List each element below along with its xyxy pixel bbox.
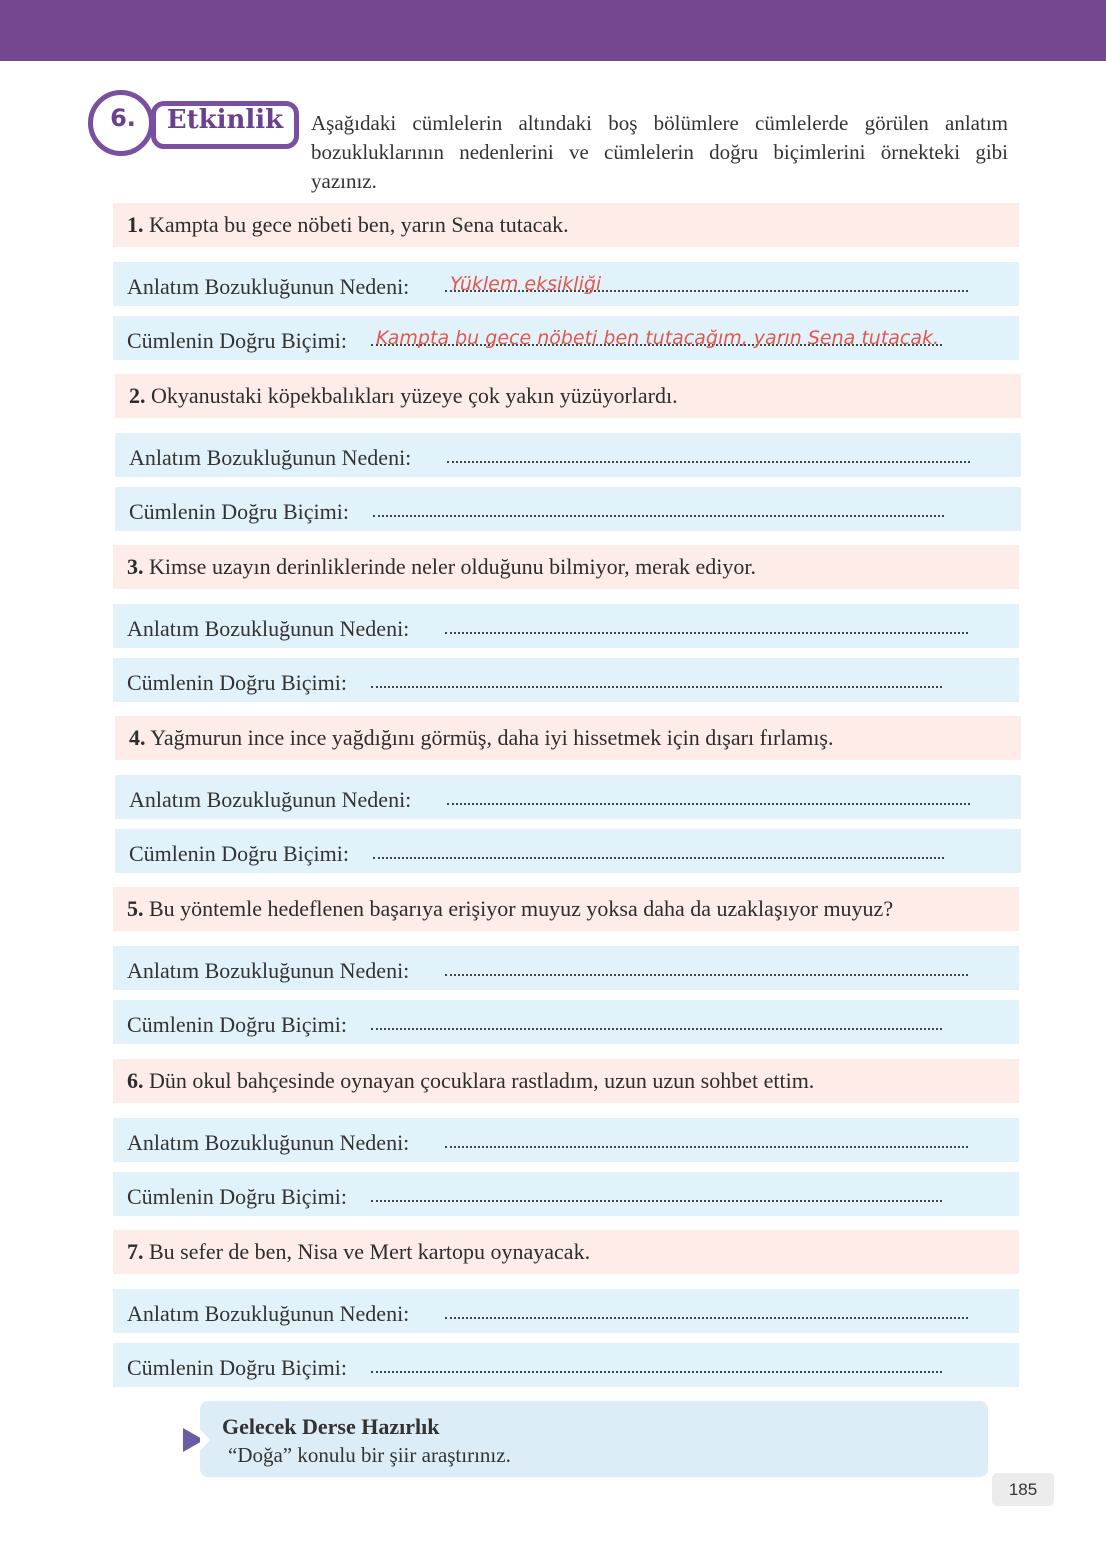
reason-answer-line[interactable] [445,632,968,634]
sentence-text: Dün okul bahçesinde oynayan çocuklara rastladım, uzun uzun sohbet ettim. [149,1068,815,1093]
reason-label: Anlatım Bozukluğunun Nedeni: [127,274,410,299]
correct-form-label: Cümlenin Doğru Biçimi: [129,499,349,524]
reason-row [113,1118,1019,1162]
correct-form-row [113,1343,1019,1387]
reason-label: Anlatım Bozukluğunun Nedeni: [129,445,412,470]
sentence-text: Kimse uzayın derinliklerinde neler olduğunu bilmiyor, merak ediyor. [149,554,757,579]
sentence-number: 3. [127,554,144,579]
preparation-title: Gelecek Derse Hazırlık [222,1414,440,1439]
correct-form-answer: Kampta bu gece nöbeti ben tutacağım, yarın Sena tutacak. [376,327,940,349]
correct-form-row [113,1172,1019,1216]
sentence-row [113,1230,1019,1274]
sentence-text: Kampta bu gece nöbeti ben, yarın Sena tutacak. [149,212,569,237]
sentence-row [115,374,1021,418]
reason-label: Anlatım Bozukluğunun Nedeni: [127,616,410,641]
reason-row [113,946,1019,990]
correct-form-answer-line[interactable] [371,686,942,688]
reason-label: Anlatım Bozukluğunun Nedeni: [127,1130,410,1155]
sentence-row [113,203,1019,247]
page-number: 185 [992,1473,1054,1506]
correct-form-row [113,658,1019,702]
sentence-number: 2. [129,383,146,408]
reason-row [115,775,1021,819]
sentence-text: Bu yöntemle hedeflenen başarıya erişiyor muyuz yoksa daha da uzaklaşıyor muyuz? [149,896,894,921]
reason-label: Anlatım Bozukluğunun Nedeni: [127,958,410,983]
reason-row [113,1289,1019,1333]
header-band [0,0,1106,61]
correct-form-label: Cümlenin Doğru Biçimi: [127,670,347,695]
sentence-number: 7. [127,1239,144,1264]
correct-form-answer-line[interactable] [371,1371,942,1373]
correct-form-row [115,829,1021,873]
preparation-text: “Doğa” konulu bir şiir araştırınız. [228,1443,511,1467]
correct-form-label: Cümlenin Doğru Biçimi: [127,1012,347,1037]
reason-row [115,433,1021,477]
reason-answer-line[interactable] [447,461,970,463]
activity-title: Etkinlik [166,105,284,135]
sentence-row [115,716,1021,760]
sentence-number: 6. [127,1068,144,1093]
sentence-row [113,1059,1019,1103]
reason-label: Anlatım Bozukluğunun Nedeni: [127,1301,410,1326]
correct-form-row [113,1000,1019,1044]
correct-form-answer-line[interactable] [371,1028,942,1030]
correct-form-label: Cümlenin Doğru Biçimi: [129,841,349,866]
correct-form-answer-line[interactable] [373,515,944,517]
reason-answer: Yüklem eksikliği [450,273,602,295]
correct-form-label: Cümlenin Doğru Biçimi: [127,328,347,353]
sentence-number: 1. [127,212,144,237]
activity-instructions: Aşağıdaki cümlelerin altındaki boş bölümlere cümlelerde görülen anlatım bozukluklarının nedenlerini ve cümlelerin doğru biçimlerini örnekteki gibi yazınız. [311,111,1008,193]
correct-form-row [113,316,1019,360]
sentence-number: 4. [129,725,146,750]
reason-answer-line[interactable] [445,1146,968,1148]
reason-answer-line[interactable] [445,974,968,976]
preparation-box-notch [200,1429,210,1451]
sentence-text: Yağmurun ince ince yağdığını görmüş, daha iyi hissetmek için dışarı fırlamış. [150,725,834,750]
activity-number: 6. [110,104,136,132]
sentence-row [113,887,1019,931]
correct-form-label: Cümlenin Doğru Biçimi: [127,1355,347,1380]
reason-answer-line[interactable] [447,803,970,805]
sentence-text: Okyanustaki köpekbalıkları yüzeye çok yakın yüzüyorlardı. [151,383,678,408]
reason-row [113,262,1019,306]
correct-form-answer-line[interactable] [373,857,944,859]
sentence-row [113,545,1019,589]
reason-row [113,604,1019,648]
correct-form-label: Cümlenin Doğru Biçimi: [127,1184,347,1209]
reason-label: Anlatım Bozukluğunun Nedeni: [129,787,412,812]
correct-form-answer-line[interactable] [371,1200,942,1202]
correct-form-row [115,487,1021,531]
sentence-text: Bu sefer de ben, Nisa ve Mert kartopu oynayacak. [149,1239,591,1264]
reason-answer-line[interactable] [445,1317,968,1319]
sentence-number: 5. [127,896,144,921]
